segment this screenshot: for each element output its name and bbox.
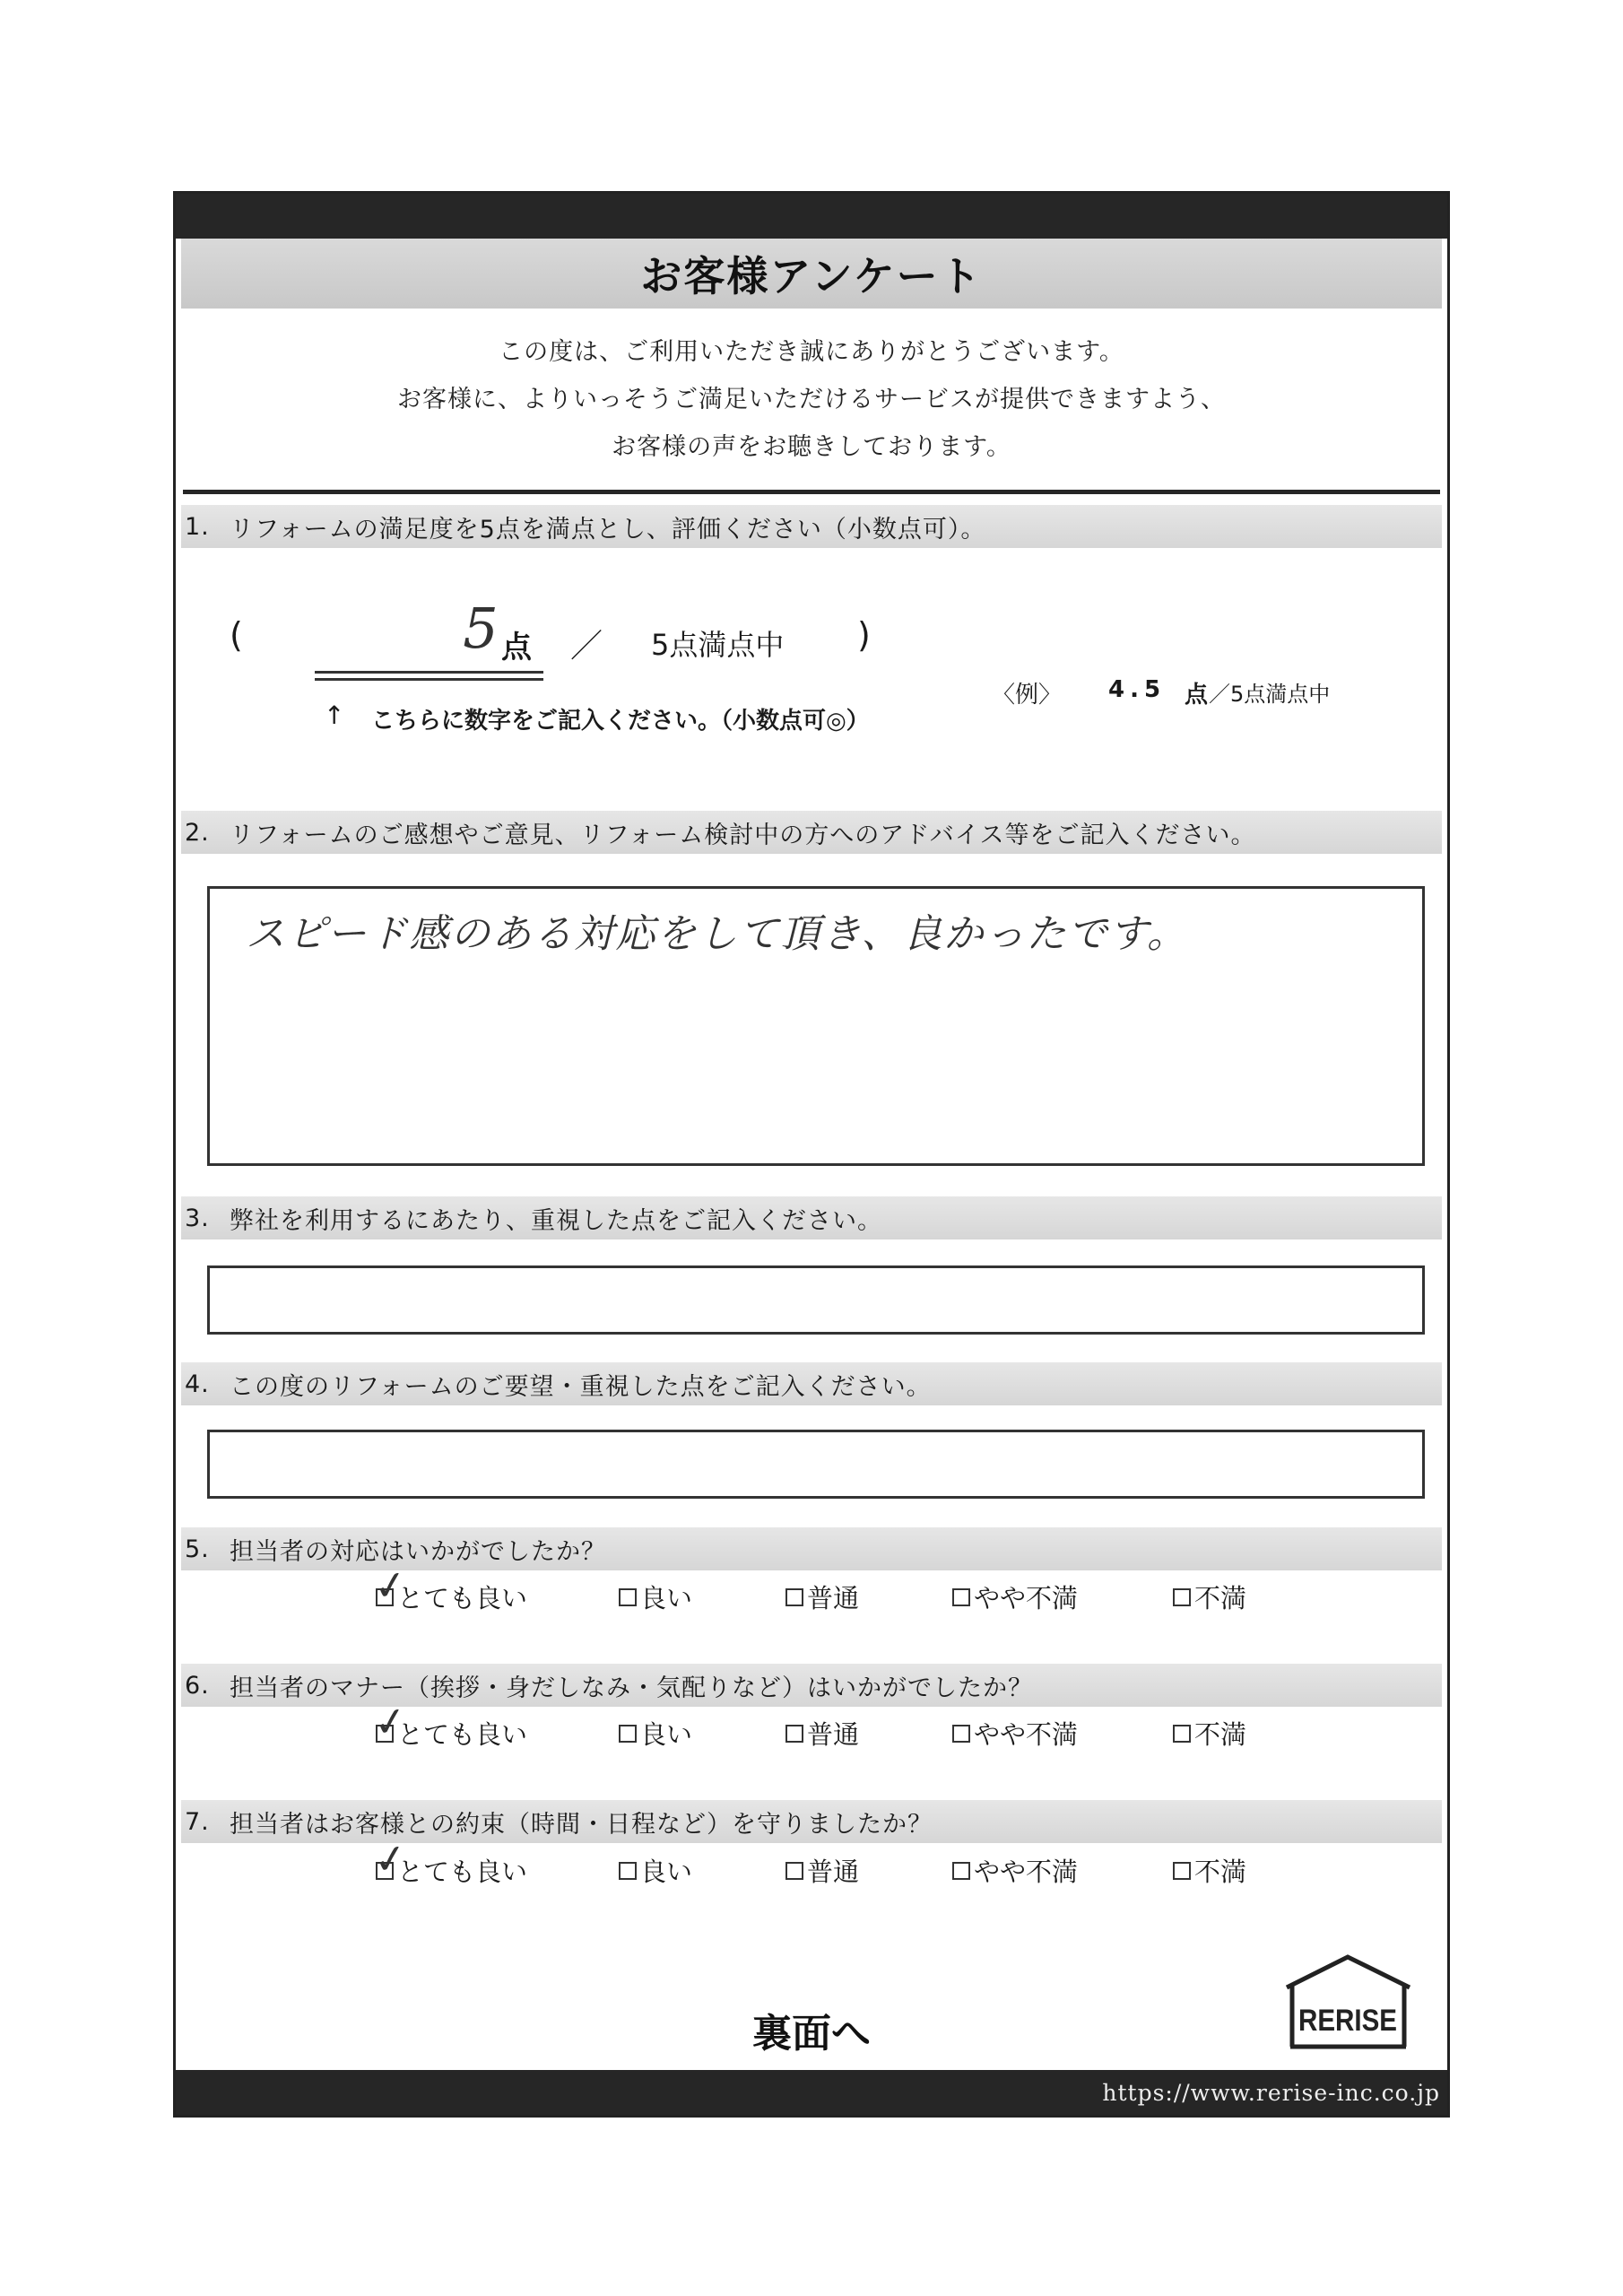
bottom-bar [176,2070,1447,2115]
question-5-text: 担当者の対応はいかがでしたか？ [230,1537,606,1566]
question-1-number: 1. [185,512,210,541]
q1-example-value: 4.5 [1108,676,1167,703]
logo-text: RERISE [1298,2004,1397,2038]
company-url[interactable]: https://www.rerise-inc.co.jp [1102,2079,1440,2106]
q1-open-paren: ( [230,615,243,655]
question-6-number: 6. [185,1671,210,1700]
q5-checkbox-dissatisfied[interactable] [1173,1588,1191,1606]
q6-checkbox-somewhat-dissatisfied[interactable] [952,1725,970,1743]
q6-option-label: 不満 [1194,1719,1247,1750]
question-6-bar [181,1664,1442,1707]
q1-answer-score[interactable]: 5 [463,596,499,661]
q7-option-somewhat-dissatisfied[interactable] [952,1852,1078,1889]
q5-option-label: とても良い [397,1583,528,1613]
q7-option-good[interactable] [619,1852,692,1889]
q6-checkbox-good[interactable] [619,1725,637,1743]
question-1-bar [181,505,1442,548]
check-mark-icon: ✓ [370,1834,411,1884]
q5-option-label: 不満 [1194,1583,1247,1613]
question-2-text: リフォームのご感想やご意見、リフォーム検討中の方へのアドバイス等をご記入ください。 [230,821,1256,849]
question-3-bar [181,1196,1442,1239]
q7-checkbox-normal[interactable] [785,1862,803,1880]
q2-answer-text: スピード感のある対応をして頂き、良かったです。 [246,911,1188,957]
top-bar [176,194,1447,239]
q6-option-very-good[interactable] [370,1697,528,1752]
question-2-number: 2. [185,818,210,847]
q6-option-label: 良い [640,1719,693,1750]
q6-option-good[interactable] [619,1715,692,1752]
q1-example-unit: 点 [1185,682,1209,709]
form-title: お客様アンケート [640,252,983,300]
intro-line-3: お客様の声をお聴きしております。 [612,433,1011,461]
question-3-number: 3. [185,1204,210,1232]
q5-option-label: やや不満 [974,1583,1079,1613]
q5-option-good[interactable] [619,1578,692,1615]
q7-option-label: とても良い [397,1857,528,1887]
q5-option-somewhat-dissatisfied[interactable] [952,1578,1078,1615]
q1-max-text: 5点満点中 [651,628,785,662]
q7-option-dissatisfied[interactable] [1173,1852,1246,1889]
q7-checkbox-very-good[interactable] [370,1834,411,1884]
question-7-text: 担当者はお客様との約束（時間・日程など）を守りましたか？ [230,1810,933,1839]
q5-checkbox-good[interactable] [619,1588,637,1606]
check-mark-icon: ✓ [370,1697,411,1747]
q7-checkbox-somewhat-dissatisfied[interactable] [952,1862,970,1880]
rerise-logo-icon [1283,1952,1413,2050]
q1-example-label: 〈例〉 [992,682,1063,709]
q5-option-normal[interactable] [785,1578,859,1615]
question-7-bar [181,1800,1442,1843]
question-4-number: 4. [185,1370,210,1398]
question-5-number: 5. [185,1535,210,1563]
q1-instruction: こちらに数字をご記入ください。（小数点可◎） [371,708,870,735]
intro-text [176,328,1447,471]
q5-checkbox-very-good[interactable] [370,1561,411,1611]
q6-option-normal[interactable] [785,1715,859,1752]
q6-checkbox-very-good[interactable] [370,1697,411,1747]
title-bar [181,239,1442,309]
intro-line-2: お客様に、よりいっそうご満足いただけるサービスが提供できますよう、 [397,386,1226,413]
q7-option-normal[interactable] [785,1852,859,1889]
q3-answer-box[interactable] [207,1265,1425,1335]
q6-option-somewhat-dissatisfied[interactable] [952,1715,1078,1752]
q5-option-very-good[interactable] [370,1561,528,1615]
question-2-bar [181,811,1442,854]
q7-option-label: 不満 [1194,1857,1247,1887]
q5-option-label: 普通 [807,1583,860,1613]
q6-option-dissatisfied[interactable] [1173,1715,1246,1752]
q6-option-label: 普通 [807,1719,860,1750]
q7-option-label: 良い [640,1857,693,1887]
q2-answer-box[interactable] [207,886,1425,1166]
check-mark-icon: ✓ [370,1561,411,1611]
question-4-bar [181,1362,1442,1405]
q6-checkbox-dissatisfied[interactable] [1173,1725,1191,1743]
q5-option-label: 良い [640,1583,693,1613]
question-3-text: 弊社を利用するにあたり、重視した点をご記入ください。 [230,1206,882,1235]
question-1-text: リフォームの満足度を5点を満点とし、評価ください（小数点可）。 [230,515,986,544]
q7-checkbox-good[interactable] [619,1862,637,1880]
q7-option-label: やや不満 [974,1857,1079,1887]
question-4-text: この度のリフォームのご要望・重視した点をご記入ください。 [230,1372,932,1401]
question-7-number: 7. [185,1807,210,1836]
q7-checkbox-dissatisfied[interactable] [1173,1862,1191,1880]
q1-up-arrow: ↑ [324,700,345,730]
q1-slash: ／ [570,628,603,665]
survey-form [173,191,1450,2118]
section-divider [183,490,1440,494]
intro-line-1: この度は、ご利用いただき誠にありがとうございます。 [499,338,1124,366]
q7-option-very-good[interactable] [370,1834,528,1889]
q6-checkbox-normal[interactable] [785,1725,803,1743]
question-6-text: 担当者のマナー（挨拶・身だしなみ・気配りなど）はいかがでしたか？ [230,1674,1033,1702]
q6-option-label: やや不満 [974,1719,1079,1750]
q5-option-dissatisfied[interactable] [1173,1578,1246,1615]
q1-answer-underline-bottom [315,678,543,681]
q1-example-max: ／5点満点中 [1209,682,1331,707]
q4-answer-box[interactable] [207,1430,1425,1499]
question-5-bar [181,1527,1442,1570]
back-side-label: 裏面へ [752,2011,871,2057]
q1-close-paren: ) [857,615,871,655]
q1-unit: 点 [501,630,532,665]
q5-checkbox-somewhat-dissatisfied[interactable] [952,1588,970,1606]
q6-option-label: とても良い [397,1719,528,1750]
q5-checkbox-normal[interactable] [785,1588,803,1606]
q1-answer-underline-top [315,671,543,674]
q7-option-label: 普通 [807,1857,860,1887]
